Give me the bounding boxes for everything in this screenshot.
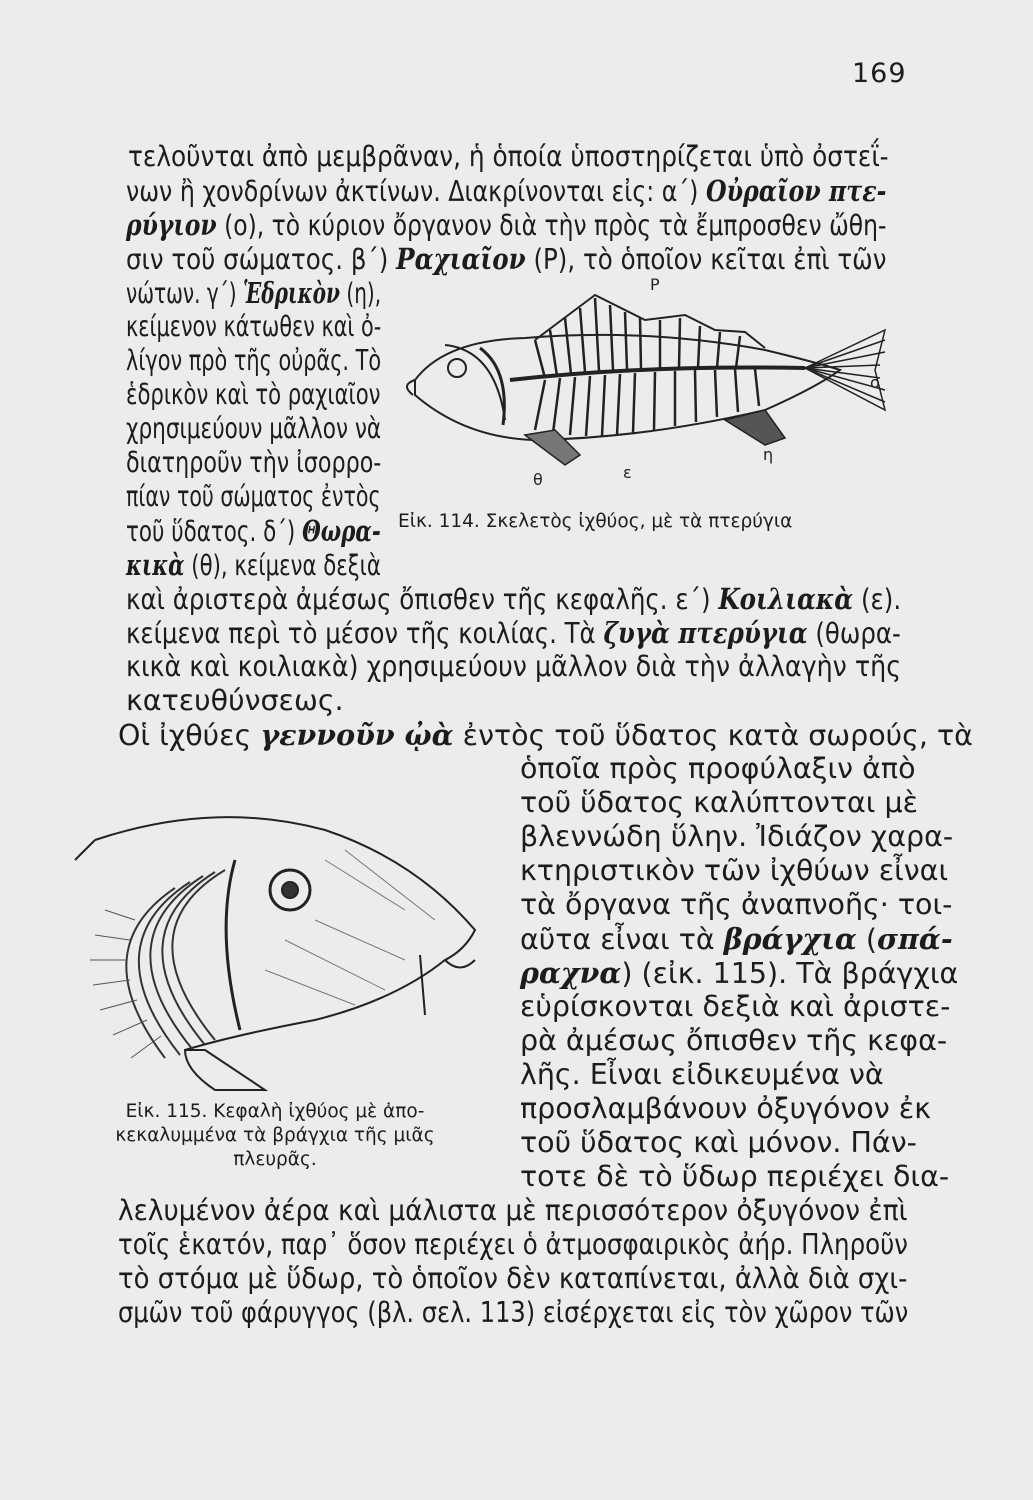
emphasized-term: ρύγιον — [126, 208, 217, 242]
text-span: (ε). — [853, 583, 902, 616]
text-line — [520, 820, 953, 854]
fish-pelvic-fin — [525, 430, 580, 465]
page-number: 169 — [852, 58, 907, 89]
text-line — [126, 446, 381, 480]
emphasized-term: σπά- — [877, 922, 953, 956]
text-span: τοῦ ὕδατος καὶ μόνον. Πάν- — [520, 1126, 917, 1159]
text-line — [128, 140, 889, 174]
pectoral-fin — [185, 1050, 265, 1090]
text-span: σμῶν τοῦ φάρυγγος (βλ. σελ. 113) εἰσέρχεται εἰς τὸν χῶρον τῶν — [118, 1296, 909, 1329]
text-span: προσλαμβάνουν ὀξυγόνον ἐκ — [520, 1092, 931, 1125]
label-epsilon: ε — [623, 463, 632, 482]
emphasized-term: Θωρα- — [302, 514, 381, 548]
text-span: τοῦ ὕδατος. δ´) — [126, 515, 303, 548]
text-line — [126, 514, 381, 549]
text-span: ὁποῖα πρὸς προφύλαξιν ἀπὸ — [520, 752, 916, 785]
text-span: καὶ ἀριστερὰ ἀμέσως ὄπισθεν τῆς κεφαλῆς. ε´) — [126, 583, 719, 616]
label-theta: θ — [533, 470, 543, 489]
text-span: (ο), τὸ κύριον ὄργανον διὰ τὴν πρὸς τὰ ἔμπροσθεν ὤθη- — [216, 209, 887, 242]
text-span: (Ρ), τὸ ὁποῖον κεῖται ἐπὶ τῶν — [525, 243, 887, 276]
text-line — [118, 1296, 908, 1330]
figure-115-fish-head — [65, 800, 505, 1100]
emphasized-term: βράγχια — [723, 922, 857, 956]
text-line — [126, 616, 901, 651]
figure-115-caption-line: κεκαλυμμένα τὰ βράγχια τῆς μιᾶς — [115, 1125, 435, 1146]
fish-skeleton-drawing — [407, 295, 840, 440]
text-span: λελυμένον ἀέρα καὶ μάλιστα μὲ περισσότερον ὀξυγόνον ἐπὶ — [118, 1194, 908, 1227]
text-line — [520, 1024, 947, 1058]
text-line — [126, 412, 381, 446]
text-line — [118, 1262, 907, 1296]
text-span: τὸ στόμα μὲ ὕδωρ, τὸ ὁποῖον δὲν καταπίνεται, ἀλλὰ διὰ σχι- — [118, 1262, 908, 1295]
text-span: Οἱ ἰχθύες — [118, 719, 261, 752]
text-span: τὰ ὄργανα τῆς ἀναπνοῆς· τοι- — [520, 888, 953, 921]
emphasized-term: γεννοῦν ᾠὰ — [260, 718, 454, 752]
figure-114-caption: Εἰκ. 114. Σκελετὸς ἰχθύος, μὲ τὰ πτερύγια — [398, 511, 793, 532]
emphasized-term: κικὰ — [126, 548, 185, 582]
text-span: τελοῦνται ἀπὸ μεμβρᾶναν, ἡ ὁποία ὑποστηρίζεται ὑπὸ ὀστεΐ- — [128, 140, 889, 173]
text-span: τοῦ ὕδατος καλύπτονται μὲ — [520, 786, 919, 819]
text-line — [126, 650, 901, 684]
text-line — [126, 174, 886, 209]
emphasized-term: ραχνα — [520, 956, 622, 990]
text-line — [118, 1228, 908, 1262]
text-span: (η), — [339, 277, 382, 310]
fish-tail-fin — [805, 330, 885, 410]
text-line — [126, 276, 381, 311]
head-shading — [265, 850, 435, 1005]
text-span: πίαν τοῦ σώματος ἐντὸς — [126, 480, 381, 513]
text-span: ) (εἰκ. 115). Τὰ βράγχια — [621, 957, 959, 990]
text-span: κείμενον κάτωθεν καὶ ὀ- — [126, 310, 382, 343]
text-line — [520, 786, 918, 820]
text-line — [126, 344, 381, 378]
text-span: σιν τοῦ σώματος. β´) — [126, 243, 397, 276]
emphasized-term: Οὐραῖον πτε- — [705, 174, 887, 208]
figure-115-caption-line: πλευρᾶς. — [233, 1149, 317, 1170]
figure-114-fish-skeleton — [385, 270, 905, 500]
text-span: τοῖς ἑκατόν, παρ᾽ ὅσον περιέχει ὁ ἀτμοσφαιρικὸς ἀήρ. Πληροῦν — [118, 1228, 908, 1261]
emphasized-term: ζυγὰ πτερύγια — [603, 616, 808, 650]
text-line — [126, 378, 380, 412]
text-line — [520, 854, 948, 888]
text-span: αῦτα εἶναι τὰ — [520, 923, 724, 956]
text-span: (θ), κείμενα δεξιὰ — [184, 549, 381, 582]
text-span: νώτων. γ´) — [126, 277, 243, 310]
text-line — [520, 752, 916, 786]
label-o: o — [870, 373, 880, 392]
text-span: ἐντὸς τοῦ ὕδατος κατὰ σωρούς, τὰ — [453, 719, 973, 752]
label-P: P — [650, 275, 660, 294]
text-line — [520, 1092, 931, 1126]
fish-anal-fin — [725, 410, 785, 445]
emphasized-term: Ραχιαῖον — [396, 242, 526, 276]
text-line — [520, 1160, 949, 1194]
text-line — [126, 208, 886, 243]
text-line — [520, 956, 958, 991]
text-line — [126, 684, 344, 718]
text-span: εὑρίσκονται δεξιὰ καὶ ἀριστε- — [520, 990, 951, 1023]
text-line — [520, 1058, 884, 1092]
emphasized-term: Κοιλιακὰ — [718, 582, 854, 616]
text-line — [118, 1194, 908, 1228]
text-line — [126, 548, 381, 583]
text-line — [126, 310, 381, 344]
text-span: λίγον πρὸ τῆς οὐρᾶς. Τὸ — [126, 344, 382, 377]
text-span: τοτε δὲ τὸ ὕδωρ περιέχει δια- — [520, 1160, 950, 1193]
text-span: χρησιμεύουν μᾶλλον νὰ — [126, 412, 382, 445]
text-line — [520, 888, 952, 922]
figure-115-caption — [60, 1100, 490, 1172]
text-line — [126, 480, 381, 514]
emphasized-term: Ἑδρικὸν — [242, 276, 340, 310]
text-line — [520, 1126, 917, 1160]
text-span: ρὰ ἀμέσως ὄπισθεν τῆς κεφα- — [520, 1024, 948, 1057]
gill-arches — [126, 870, 225, 1058]
text-span: διατηροῦν τὴν ἰσορρο- — [126, 446, 382, 479]
text-line — [126, 582, 901, 617]
text-span: ( — [856, 923, 878, 956]
text-span: κτηριστικὸν τῶν ἰχθύων εἶναι — [520, 854, 949, 887]
label-eta: η — [763, 445, 774, 464]
text-line — [520, 922, 953, 957]
text-span: βλεννώδη ὕλην. Ἰδιάζον χαρα- — [520, 820, 954, 853]
text-span: νων ἢ χονδρίνων ἀκτίνων. Διακρίνονται εἰς: α´) — [126, 175, 706, 208]
text-span: ἑδρικὸν καὶ τὸ ραχιαῖον — [126, 378, 381, 411]
text-line — [118, 718, 973, 753]
text-line — [520, 990, 950, 1024]
text-span: κείμενα περὶ τὸ μέσον τῆς κοιλίας. Τὰ — [126, 617, 604, 650]
text-span: (θωρα- — [807, 617, 901, 650]
text-span: κατευθύνσεως. — [126, 684, 344, 717]
text-span: κικὰ καὶ κοιλιακὰ) χρησιμεύουν μᾶλλον διὰ τὴν ἀλλαγὴν τῆς — [126, 650, 902, 683]
figure-115-caption-line: Εἰκ. 115. Κεφαλὴ ἰχθύος μὲ ἀπο- — [125, 1101, 425, 1122]
text-span: λῆς. Εἶναι εἰδικευμένα νὰ — [520, 1058, 884, 1091]
